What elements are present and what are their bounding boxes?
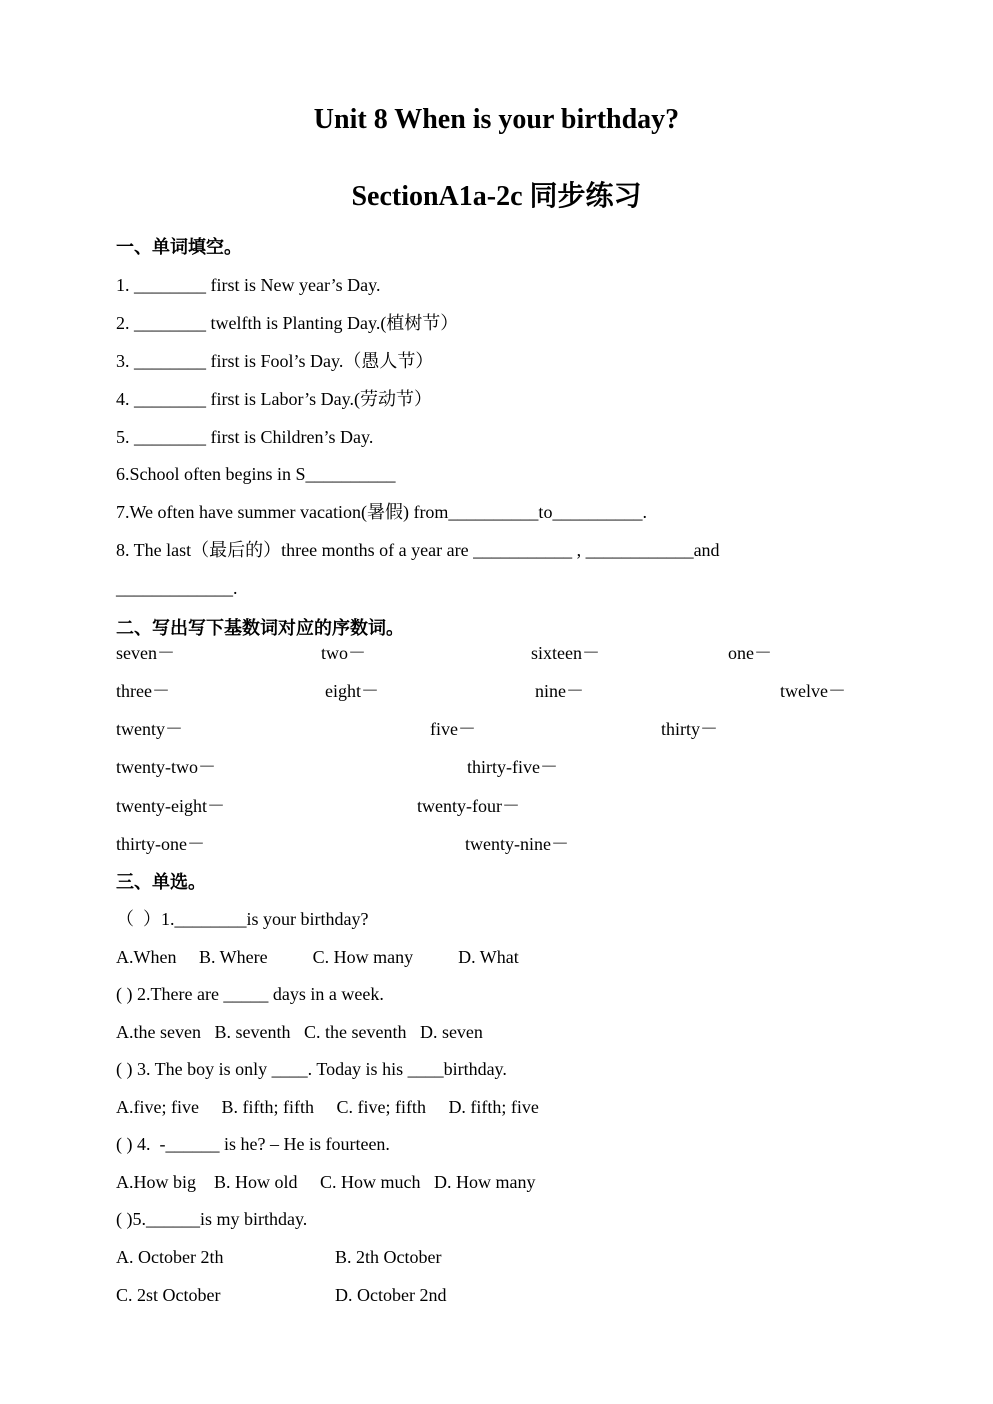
part1-item: 6.School often begins in S__________ <box>116 464 396 484</box>
part1-item: 5. ________ first is Children’s Day. <box>116 427 374 447</box>
part2-heading: 二、写出写下基数词对应的序数词。 <box>116 618 404 638</box>
question-stem: ( )5.______is my birthday. <box>116 1209 308 1229</box>
part1-item: 1. ________ first is New year’s Day. <box>116 275 381 295</box>
part1-item: 7.We often have summer vacation(暑假) from__________to__________. <box>116 502 647 522</box>
question-option: A. October 2th <box>116 1247 224 1267</box>
ordinal-prompt: twenty－ <box>116 719 183 739</box>
ordinal-prompt: twenty-four－ <box>417 796 520 816</box>
question-stem: ( ) 3. The boy is only ____. Today is his ____birthday. <box>116 1059 507 1079</box>
question-option: D. October 2nd <box>335 1285 447 1305</box>
part1-item: 4. ________ first is Labor’s Day.(劳动节） <box>116 389 432 409</box>
question-stem: ( ) 2.There are _____ days in a week. <box>116 984 384 1004</box>
ordinal-prompt: twelve－ <box>780 681 846 701</box>
part1-item: 2. ________ twelfth is Planting Day.(植树节） <box>116 313 459 333</box>
question-stem: （ ）1.________is your birthday? <box>116 909 369 929</box>
part1-item: 8. The last（最后的）three months of a year are ___________ , ____________and <box>116 540 720 560</box>
question-options: A.When B. Where C. How many D. What <box>116 947 519 967</box>
ordinal-prompt: twenty-two－ <box>116 757 216 777</box>
part1-item: 3. ________ first is Fool’s Day.（愚人节） <box>116 351 434 371</box>
page-title: Unit 8 When is your birthday? <box>313 104 680 135</box>
ordinal-prompt: seven－ <box>116 643 175 663</box>
ordinal-prompt: thirty－ <box>661 719 718 739</box>
part1-item: _____________. <box>116 578 238 598</box>
ordinal-prompt: eight－ <box>325 681 379 701</box>
ordinal-prompt: twenty-nine－ <box>465 834 569 854</box>
ordinal-prompt: thirty-one－ <box>116 834 205 854</box>
page-subtitle: SectionA1a-2c 同步练习 <box>351 181 642 212</box>
question-option: B. 2th October <box>335 1247 442 1267</box>
ordinal-prompt: thirty-five－ <box>467 757 558 777</box>
question-options: A.How big B. How old C. How much D. How many <box>116 1172 536 1192</box>
ordinal-prompt: five－ <box>430 719 476 739</box>
question-option: C. 2st October <box>116 1285 221 1305</box>
ordinal-prompt: two－ <box>321 643 366 663</box>
part3-heading: 三、单选。 <box>116 872 206 892</box>
question-options: A.five; five B. fifth; fifth C. five; fifth D. fifth; five <box>116 1097 539 1117</box>
ordinal-prompt: sixteen－ <box>531 643 600 663</box>
ordinal-prompt: nine－ <box>535 681 584 701</box>
ordinal-prompt: one－ <box>728 643 772 663</box>
part1-heading: 一、单词填空。 <box>116 237 242 257</box>
question-options: A.the seven B. seventh C. the seventh D. seven <box>116 1022 483 1042</box>
ordinal-prompt: twenty-eight－ <box>116 796 225 816</box>
ordinal-prompt: three－ <box>116 681 170 701</box>
question-stem: ( ) 4. -______ is he? – He is fourteen. <box>116 1134 390 1154</box>
